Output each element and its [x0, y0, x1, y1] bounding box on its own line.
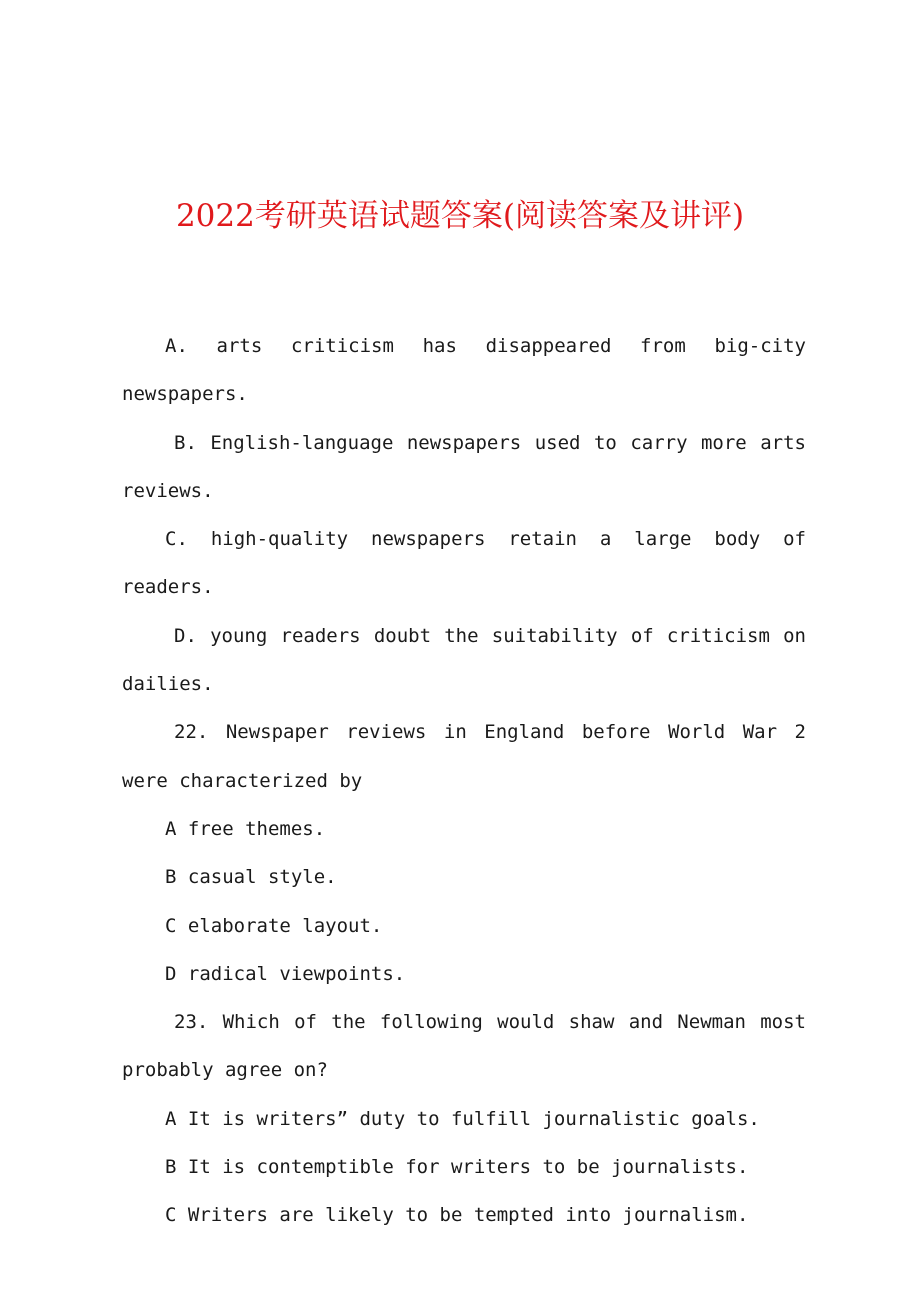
question-23: 23. Which of the following would shaw and Newman most probably agree on? — [122, 1011, 806, 1082]
option-c-paragraph: C. high-quality newspapers retain a large body of readers. — [122, 528, 806, 599]
document-title: 2022考研英语试题答案(阅读答案及讲评) — [175, 198, 745, 234]
option-a-paragraph: A. arts criticism has disappeared from big-city newspapers. — [122, 335, 806, 406]
q23-option-b: B It is contemptible for writers to be journalists. — [165, 1156, 749, 1179]
question-22: 22. Newspaper reviews in England before World War 2 were characterized by — [122, 721, 806, 792]
document-body — [122, 322, 806, 1240]
option-b-paragraph: B. English-language newspapers used to carry more arts reviews. — [122, 431, 806, 502]
option-d-paragraph: D. young readers doubt the suitability of criticism on dailies. — [122, 624, 806, 696]
q22-option-a: A free themes. — [165, 817, 326, 840]
q23-option-c: C Writers are likely to be tempted into journalism. — [165, 1204, 749, 1227]
q22-option-c: C elaborate layout. — [165, 914, 383, 937]
q22-option-b: B casual style. — [165, 866, 337, 889]
q23-option-a: A It is writers” duty to fulfill journalistic goals. — [165, 1107, 760, 1130]
q22-option-d: D radical viewpoints. — [165, 962, 406, 985]
